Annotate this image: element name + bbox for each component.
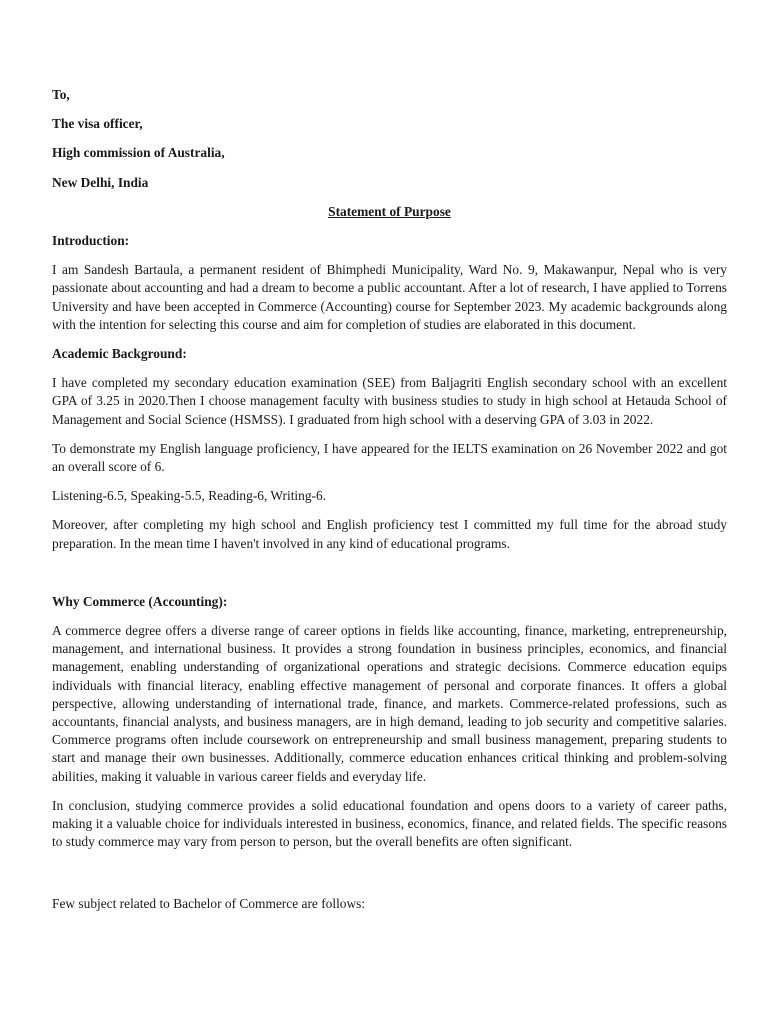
address-commission: High commission of Australia, [52,145,225,161]
why-commerce-paragraph-1: A commerce degree offers a diverse range of career options in fields like accounting, finance, marketing, entrepreneurship, management, and international business. It provides a strong foundation in business principles, economics, and financial management, enabling understanding of organizational operations and strategic decisions. Commerce education equips individuals with financial literacy, enabling effective management of personal and corporate finances. It offers a global perspective, allowing understanding of international trade, finance, and markets. Commerce-related professions, such as accountants, financial analysts, and business managers, are in high demand, leading to job security and competitive salaries. Commerce programs often include coursework on entrepreneurship and small business management, preparing students to start and manage their own businesses. Additionally, commerce education enhances critical thinking and problem-solving abilities, making it valuable in various career fields and everyday life. [52,623,727,784]
address-city: New Delhi, India [52,174,149,190]
document-title: Statement of Purpose [328,203,451,219]
address-to: To, [52,87,70,102]
subjects-intro: Few subject related to Bachelor of Commerce are follows: [52,895,366,911]
academic-paragraph-2: To demonstrate my English language proficiency, I have appeared for the IELTS examination on 26 November 2022 and got an overall score of 6. [52,440,727,475]
ielts-scores: Listening-6.5, Speaking-5.5, Reading-6, Writing-6. [52,488,327,504]
academic-paragraph-4: Moreover, after completing my high school and English proficiency test I committed my full time for the abroad study preparation. In the mean time I haven't involved in any kind of educational programs. [52,517,727,551]
introduction-paragraph: I am Sandesh Bartaula, a permanent resident of Bhimphedi Municipality, Ward No. 9, Makawanpur, Nepal who is very passionate about accounting and had a dream to become a public accountant. After a lot of research, I have applied to Torrens University and have been accepted in Commerce (Accounting) course for September 2023. My academic backgrounds along with the intention for selecting this course and aim for completion of studies are elaborated in this document. [52,262,727,332]
academic-heading: Academic Background: [52,346,187,362]
introduction-heading: Introduction: [52,233,130,249]
academic-paragraph-1: I have completed my secondary education examination (SEE) from Baljagriti English secondary school with an excellent GPA of 3.25 in 2020.Then I choose management faculty with business studies to study in high school at Hetauda School of Management and Social Science (HSMSS). I graduated from high school with a deserving GPA of 3.03 in 2022. [52,375,727,427]
why-commerce-paragraph-2: In conclusion, studying commerce provides a solid educational foundation and opens doors to a variety of career paths, making it a valuable choice for individuals interested in business, economics, finance, and related fields. The specific reasons to study commerce may vary from person to person, but the overall benefits are often significant. [52,797,727,850]
why-commerce-heading: Why Commerce (Accounting): [52,593,228,609]
address-officer: The visa officer, [52,116,143,132]
